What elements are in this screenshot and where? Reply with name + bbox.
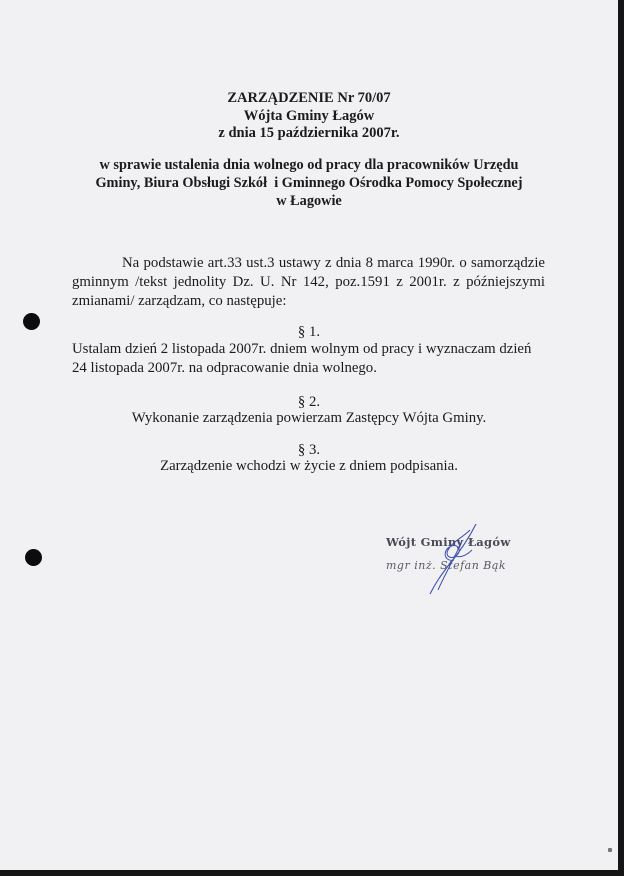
- section-2-number: § 2.: [297, 394, 321, 410]
- section-3-number: § 3.: [297, 442, 321, 458]
- section-1-text: [72, 340, 552, 378]
- subject-line: w Łagowie: [276, 193, 342, 209]
- document-issuer: Wójta Gminy Łagów: [243, 108, 375, 124]
- section-line: Ustalam dzień 2 listopada 2007r. dniem wolnym od pracy i wyznaczam dzień: [72, 341, 532, 357]
- document-title: ZARZĄDZENIE Nr 70/07: [227, 90, 391, 106]
- section-line: 24 listopada 2007r. na odpracowanie dnia wolnego.: [72, 360, 377, 376]
- stamp-name: mgr inż. Stefan Bąk: [386, 559, 507, 572]
- document-subject: [0, 156, 618, 210]
- document-date: z dnia 15 października 2007r.: [218, 125, 400, 141]
- section-2-text: Wykonanie zarządzenia powierzam Zastępcy Wójta Gminy.: [131, 410, 487, 426]
- legal-basis-text: Na podstawie art.33 ust.3 ustawy z dnia 8 marca 1990r. o samorządzie gminnym /tekst jednolity Dz. U. Nr 142, poz.1591 z 2001r. z późniejszymi zmianami/ zarządzam, co następuje:: [72, 255, 545, 309]
- subject-line: Gminy, Biura Obsługi Szkół i Gminnego Ośrodka Pomocy Społecznej: [95, 175, 523, 191]
- punch-hole: [25, 549, 42, 566]
- section-1-number: § 1.: [297, 324, 321, 340]
- section-3-text: Zarządzenie wchodzi w życie z dniem podpisania.: [160, 458, 458, 474]
- signature-stroke: [445, 530, 470, 560]
- handwritten-signature: [418, 520, 488, 600]
- scan-border-right: [618, 0, 624, 876]
- subject-line: w sprawie ustalenia dnia wolnego od pracy dla pracowników Urzędu: [99, 157, 519, 173]
- scan-speck: [608, 848, 612, 852]
- stamp-title: Wójt Gminy Łagów: [386, 535, 511, 549]
- legal-basis-paragraph: [72, 254, 545, 311]
- scan-border-bottom: [0, 870, 624, 876]
